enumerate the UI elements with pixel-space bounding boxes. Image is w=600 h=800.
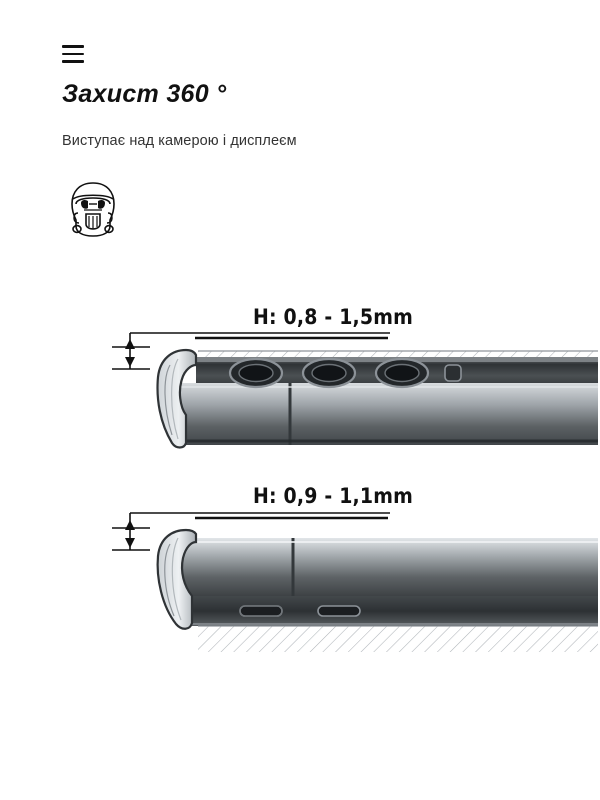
dimension-label-top: H: 0,8 - 1,5mm <box>253 305 414 329</box>
page-subtitle: Виступає над камерою і дисплеєм <box>62 133 297 149</box>
menu-bar-3 <box>62 60 84 63</box>
menu-bar-1 <box>62 45 84 48</box>
figure-camera-bump <box>0 295 600 485</box>
hamburger-menu-icon[interactable] <box>62 45 84 63</box>
hatch-background-bottom <box>198 626 598 652</box>
page-title: Захист 360 ° <box>62 80 227 108</box>
figure-display-edge <box>0 478 600 668</box>
stormtrooper-helmet-icon <box>62 180 124 240</box>
dimension-label-bottom: H: 0,9 - 1,1mm <box>253 484 414 508</box>
menu-bar-2 <box>62 53 84 56</box>
